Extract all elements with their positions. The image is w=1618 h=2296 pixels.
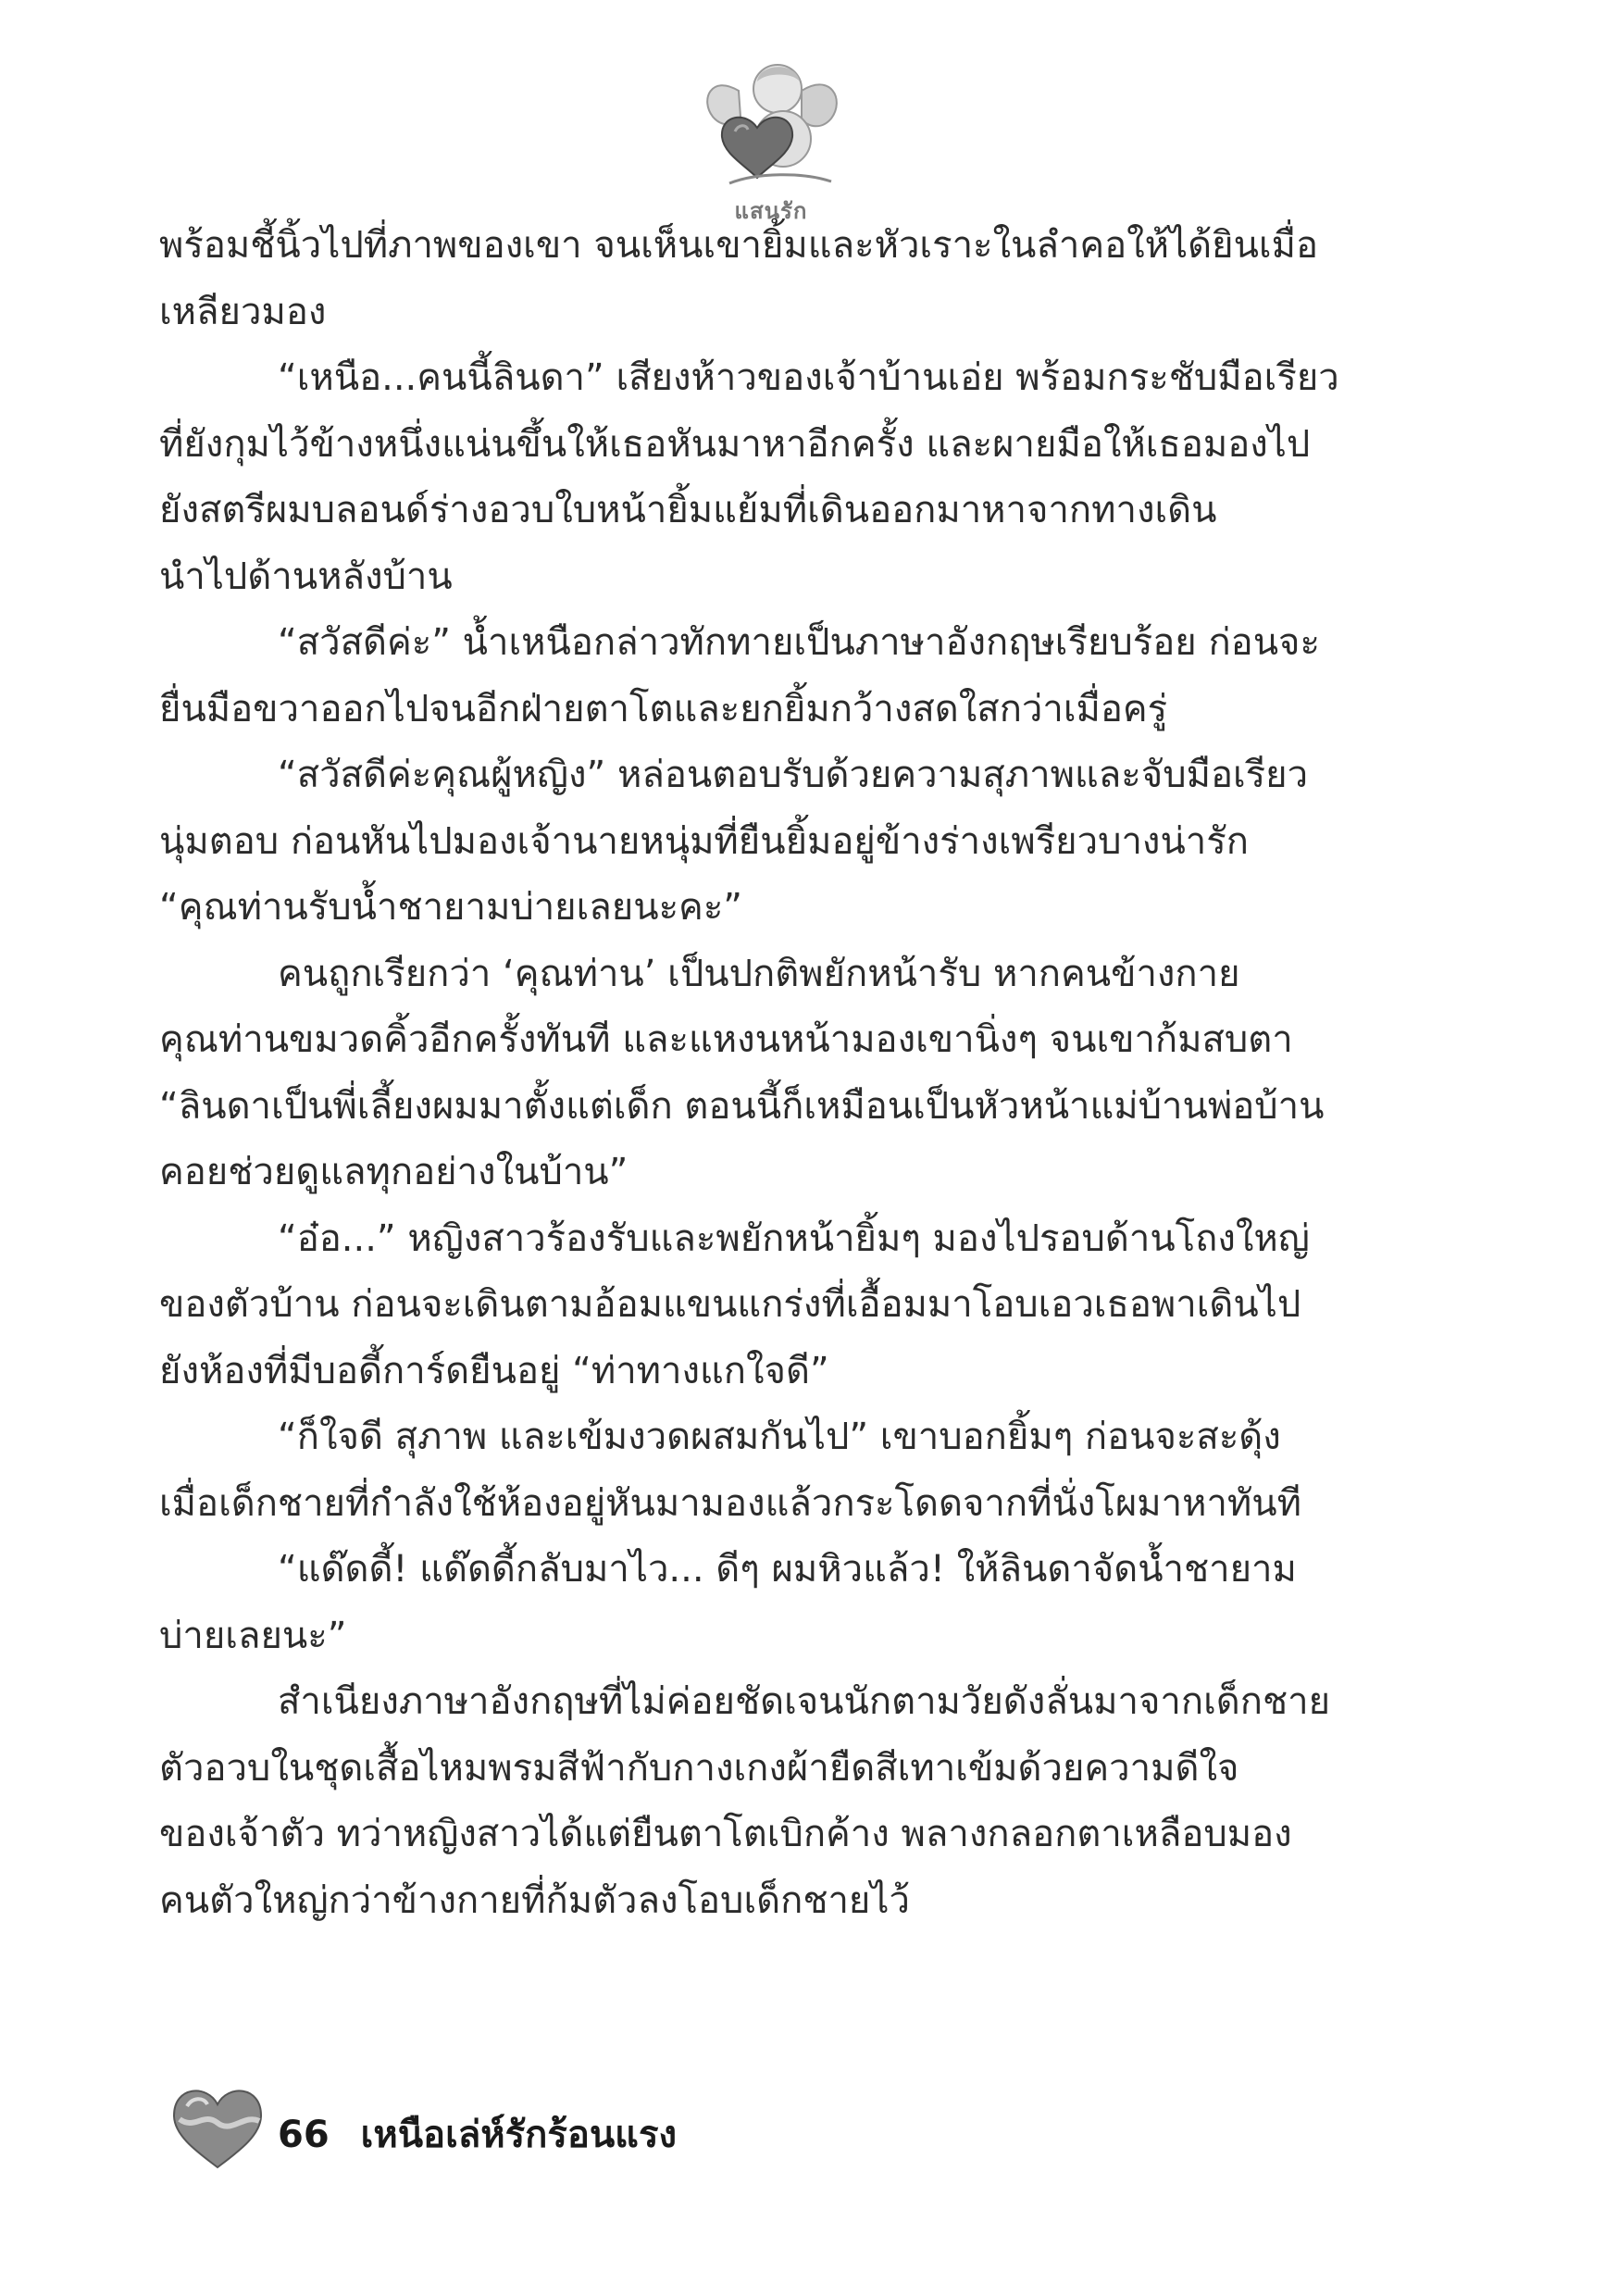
text-line: “สวัสดีค่ะ” น้ำเหนือกล่าวทักทายเป็นภาษาอังกฤษเรียบร้อย ก่อนจะ <box>278 621 1320 664</box>
page-footer <box>159 2078 1085 2180</box>
logo-text: แสนรัก <box>734 198 808 224</box>
text-line: คนถูกเรียกว่า ‘คุณท่าน’ เป็นปกติพยักหน้ารับ หากคนข้างกาย <box>278 952 1240 995</box>
cupid-heart-icon <box>692 54 850 193</box>
text-line: ยังสตรีผมบลอนด์ร่างอวบใบหน้ายิ้มแย้มที่เดินออกมาหาจากทางเดิน <box>159 489 1217 531</box>
text-line: พร้อมชี้นิ้วไปที่ภาพของเขา จนเห็นเขายิ้มและหัวเราะในลำคอให้ได้ยินเมื่อ <box>159 224 1318 267</box>
text-line: “อ๋อ...” หญิงสาวร้องรับและพยักหน้ายิ้มๆ มองไปรอบด้านโถงใหญ่ <box>278 1217 1310 1260</box>
text-line: ที่ยังกุมไว้ข้างหนึ่งแน่นขึ้นให้เธอหันมาหาอีกครั้ง และผายมือให้เธอมองไป <box>159 422 1311 466</box>
text-line: “ลินดาเป็นพี่เลี้ยงผมมาตั้งแต่เด็ก ตอนนี้ก็เหมือนเป็นหัวหน้าแม่บ้านพ่อบ้าน <box>159 1084 1325 1128</box>
heart-icon <box>167 2078 268 2171</box>
text-line: คุณท่านขมวดคิ้วอีกครั้งทันที และแหงนหน้ามองเขานิ่งๆ จนเขาก้มสบตา <box>159 1018 1293 1061</box>
text-line: เหลียวมอง <box>159 290 327 333</box>
page-number: 66 <box>278 2114 330 2156</box>
text-line: สำเนียงภาษาอังกฤษที่ไม่ค่อยชัดเจนนักตามวัยดังลั่นมาจากเด็กชาย <box>278 1680 1331 1723</box>
book-title: เหนือเล่ห์รักร้อนแรง <box>360 2114 677 2156</box>
publisher-logo <box>692 54 850 224</box>
text-line: ตัวอวบในชุดเสื้อไหมพรมสีฟ้ากับกางเกงผ้ายืดสีเทาเข้มด้วยความดีใจ <box>159 1746 1239 1790</box>
text-line: “ก็ใจดี สุภาพ และเข้มงวดผสมกันไป” เขาบอกยิ้มๆ ก่อนจะสะดุ้ง <box>278 1416 1281 1458</box>
text-line: คนตัวใหญ่กว่าข้างกายที่ก้มตัวลงโอบเด็กชายไว้ <box>159 1878 910 1922</box>
text-line: บ่ายเลยนะ” <box>159 1614 347 1657</box>
text-line: คอยช่วยดูแลทุกอย่างในบ้าน” <box>159 1151 629 1193</box>
text-line: นุ่มตอบ ก่อนหันไปมองเจ้านายหนุ่มที่ยืนยิ้มอยู่ข้างร่างเพรียวบางน่ารัก <box>159 819 1249 863</box>
text-line: “แด๊ดดี้! แด๊ดดี้กลับมาไว... ดีๆ ผมหิวแล้ว! ให้ลินดาจัดน้ำชายาม <box>278 1548 1297 1591</box>
text-line: “เหนือ...คนนี้ลินดา” เสียงห้าวของเจ้าบ้านเอ่ย พร้อมกระชับมือเรียว <box>278 356 1339 399</box>
text-line: นำไปด้านหลังบ้าน <box>159 555 453 598</box>
text-line: “คุณท่านรับน้ำชายามบ่ายเลยนะคะ” <box>159 886 743 929</box>
text-line: ยังห้องที่มีบอดี้การ์ดยืนอยู่ “ท่าทางแกใจดี” <box>159 1349 829 1392</box>
text-line: ของเจ้าตัว ทว่าหญิงสาวได้แต่ยืนตาโตเบิกค้าง พลางกลอกตาเหลือบมอง <box>159 1813 1292 1855</box>
text-line: “สวัสดีค่ะคุณผู้หญิง” หล่อนตอบรับด้วยความสุภาพและจับมือเรียว <box>278 754 1309 796</box>
text-line: เมื่อเด็กชายที่กำลังใช้ห้องอยู่หันมามองแล้วกระโดดจากที่นั่งโผมาหาทันที <box>159 1481 1301 1525</box>
body-text <box>159 213 1351 1934</box>
text-line: ยื่นมือขวาออกไปจนอีกฝ่ายตาโตและยกยิ้มกว้างสดใสกว่าเมื่อครู่ <box>159 687 1168 730</box>
text-line: ของตัวบ้าน ก่อนจะเดินตามอ้อมแขนแกร่งที่เอื้อมมาโอบเอวเธอพาเดินไป <box>159 1283 1301 1326</box>
footer-text <box>278 2104 677 2164</box>
